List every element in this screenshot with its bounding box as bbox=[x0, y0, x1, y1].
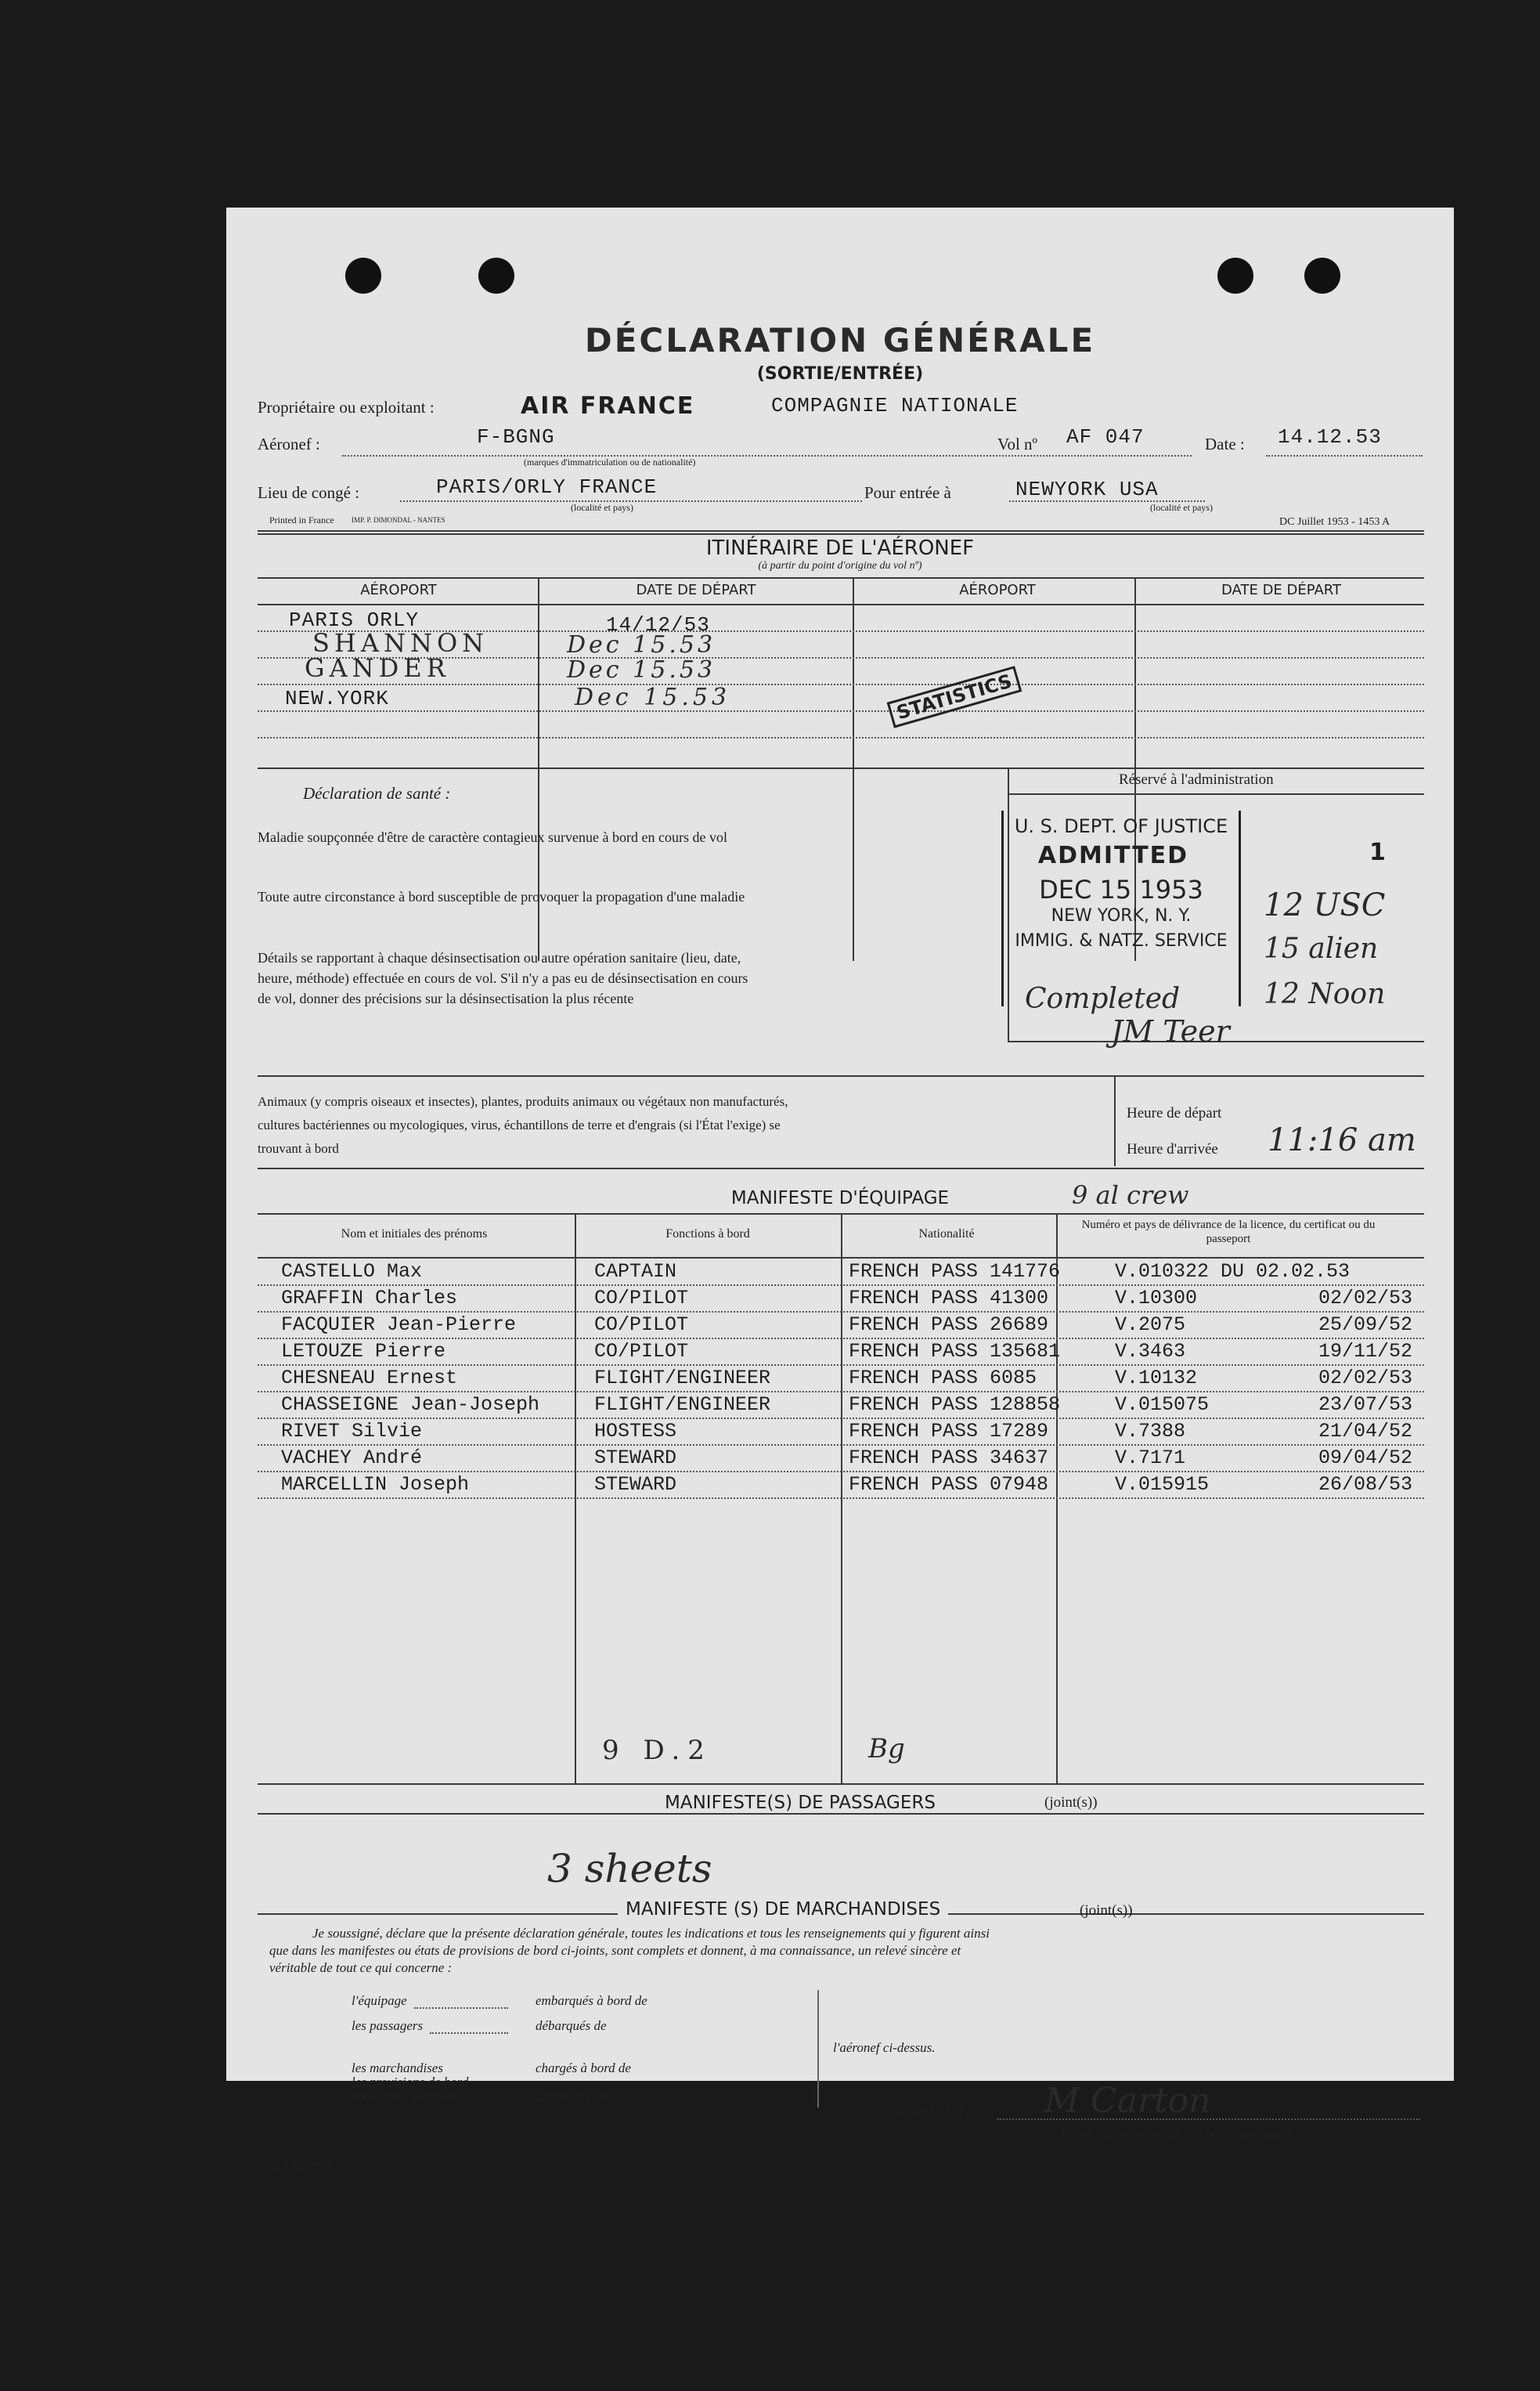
itinerary-date: Dec 15.53 bbox=[575, 684, 731, 711]
crew-cell-license: V.10300 bbox=[1115, 1287, 1198, 1309]
owner-label: Propriétaire ou exploitant : bbox=[258, 398, 435, 417]
health-line3c: de vol, donner des précisions sur la désinsectisation la plus récente bbox=[258, 991, 634, 1006]
crew-cell-nat: FRENCH PASS 07948 bbox=[849, 1473, 1049, 1496]
admin-hand-note: Completed bbox=[1025, 983, 1181, 1015]
crew-hand-note: 9 al crew bbox=[1072, 1180, 1189, 1210]
statistics-stamp: STATISTICS bbox=[887, 666, 1022, 728]
crew-cell-license: V.7388 bbox=[1115, 1420, 1186, 1443]
passengers-title: MANIFESTE(S) DE PASSAGERS bbox=[657, 1793, 943, 1813]
crew-initials: Bg bbox=[868, 1733, 905, 1764]
declaration-option: débarqués de bbox=[536, 2018, 607, 2033]
crew-cell-date: 21/04/52 bbox=[1318, 1420, 1413, 1443]
flight-value: AF 047 bbox=[1066, 425, 1145, 449]
departure-label: Lieu de congé : bbox=[258, 483, 360, 502]
crew-cell-nat: FRENCH PASS 141776 bbox=[849, 1260, 1061, 1283]
admin-hand-note: 12 Noon bbox=[1264, 978, 1386, 1010]
declaration-option: les provisions de bord bbox=[352, 2075, 469, 2089]
admin-title: Réservé à l'administration bbox=[1119, 771, 1274, 788]
punch-hole bbox=[1217, 258, 1253, 294]
admitted-stamp-service: IMMIG. & NATZ. SERVICE bbox=[1015, 931, 1228, 951]
health-line1: Maladie soupçonnée d'être de caractère contagieux survenue à bord en cours de vol bbox=[258, 829, 727, 845]
declaration-option: embarqués à bord de bbox=[536, 1993, 647, 2008]
admin-hand-note: 15 alien bbox=[1264, 933, 1379, 965]
crew-cell-date: 02/02/53 bbox=[1318, 1287, 1413, 1309]
animals-line-a: Animaux (y compris oiseaux et insectes), plantes, produits animaux ou végétaux non manufacturés, bbox=[258, 1094, 788, 1109]
itinerary-title: ITINÉRAIRE DE L'AÉRONEF bbox=[705, 536, 975, 560]
date-label: Date : bbox=[1205, 435, 1245, 453]
crew-cell-nat: FRENCH PASS 135681 bbox=[849, 1340, 1061, 1363]
punch-hole bbox=[1304, 258, 1340, 294]
arrival-time-value: 11:16 am bbox=[1268, 1122, 1416, 1158]
departure-time-label: Heure de départ bbox=[1127, 1105, 1222, 1121]
crew-total: 9 D.2 bbox=[602, 1735, 712, 1766]
aircraft-note: (marques d'immatriculation ou de nationalité) bbox=[524, 457, 696, 468]
animals-line-c: trouvant à bord bbox=[258, 1141, 339, 1156]
owner-value: AIR FRANCE bbox=[521, 392, 695, 420]
signature-label: SIGNATURE : bbox=[888, 2104, 971, 2120]
admin-page-number: 1 bbox=[1369, 839, 1386, 866]
itinerary-header: DATE DE DÉPART bbox=[636, 582, 756, 598]
crew-cell-role: CAPTAIN bbox=[594, 1260, 677, 1283]
itinerary-header: DATE DE DÉPART bbox=[1221, 582, 1341, 598]
goods-title: MANIFESTE (S) DE MARCHANDISES bbox=[618, 1899, 948, 1920]
declaration-text: Je soussigné, déclare que la présente déclaration générale, toutes les indications et tous les renseignements qui y figurent ainsi bbox=[312, 1926, 990, 1941]
itinerary-airport: GANDER bbox=[305, 653, 450, 683]
crew-cell-role: STEWARD bbox=[594, 1473, 677, 1496]
itinerary-date: Dec 15.53 bbox=[567, 631, 716, 659]
admin-hand-note: 12 USC bbox=[1264, 887, 1386, 923]
declaration-aircraft: l'aéronef ci-dessus. bbox=[833, 2040, 936, 2055]
form-subtitle: (SORTIE/ENTRÉE) bbox=[756, 364, 924, 384]
crew-header: Numéro et pays de délivrance de la licence, du certificat ou du passeport bbox=[1081, 1219, 1376, 1245]
declaration-text: véritable de tout ce qui concerne : bbox=[269, 1960, 453, 1975]
crew-cell-license: V.2075 bbox=[1115, 1313, 1186, 1336]
itinerary-subtitle: (à partir du point d'origine du vol nº) bbox=[758, 560, 922, 572]
crew-cell-date: 02/02/53 bbox=[1318, 1367, 1413, 1389]
form-ref: DC Juillet 1953 - 1453 A bbox=[1279, 516, 1390, 528]
crew-cell-nat: FRENCH PASS 34637 bbox=[849, 1447, 1049, 1469]
aircraft-value: F-BGNG bbox=[477, 425, 555, 449]
passengers-hand: 3 sheets bbox=[547, 1846, 712, 1891]
crew-cell-role: CO/PILOT bbox=[594, 1340, 689, 1363]
health-line2: Toute autre circonstance à bord susceptible de provoquer la propagation d'une maladie bbox=[258, 889, 745, 905]
itinerary-date: 14/12/53 bbox=[606, 613, 710, 637]
declaration-option: déchargés de bbox=[536, 2089, 606, 2104]
entry-note: (localité et pays) bbox=[1150, 502, 1213, 513]
entry-label: Pour entrée à bbox=[864, 483, 951, 502]
crew-cell-name: CHESNEAU Ernest bbox=[281, 1367, 458, 1389]
declaration-option: chargés à bord de bbox=[536, 2061, 631, 2075]
entry-value: NEWYORK USA bbox=[1015, 478, 1159, 501]
crew-cell-name: VACHEY André bbox=[281, 1447, 423, 1469]
crew-cell-name: MARCELLIN Joseph bbox=[281, 1473, 470, 1496]
crew-cell-license: V.7171 bbox=[1115, 1447, 1186, 1469]
crew-cell-nat: FRENCH PASS 17289 bbox=[849, 1420, 1049, 1443]
crew-title: MANIFESTE D'ÉQUIPAGE bbox=[730, 1188, 950, 1208]
itinerary-header: AÉROPORT bbox=[360, 582, 437, 598]
printer-name: IMP. P. DIMONDAL - NANTES bbox=[352, 516, 445, 524]
crew-cell-date: 25/09/52 bbox=[1318, 1313, 1413, 1336]
date-value: 14.12.53 bbox=[1278, 425, 1382, 449]
admitted-stamp-dept: U. S. DEPT. OF JUSTICE bbox=[1014, 815, 1228, 837]
declaration-option: les passagers bbox=[352, 2018, 424, 2033]
itinerary-airport: PARIS ORLY bbox=[289, 609, 420, 632]
departure-note: (localité et pays) bbox=[571, 502, 633, 513]
declaration-option: l'équipage bbox=[352, 1993, 407, 2008]
crew-cell-nat: FRENCH PASS 6085 bbox=[849, 1367, 1037, 1389]
crew-cell-nat: FRENCH PASS 41300 bbox=[849, 1287, 1049, 1309]
crew-cell-name: GRAFFIN Charles bbox=[281, 1287, 458, 1309]
passengers-joint: (joint(s)) bbox=[1044, 1794, 1098, 1811]
punch-hole bbox=[345, 258, 381, 294]
crew-cell-nat: FRENCH PASS 128858 bbox=[849, 1393, 1061, 1416]
itinerary-date: Dec 15.53 bbox=[567, 656, 716, 684]
goods-joint: (joint(s)) bbox=[1080, 1902, 1133, 1919]
form-title: DÉCLARATION GÉNÉRALE bbox=[584, 321, 1096, 359]
crew-cell-name: LETOUZE Pierre bbox=[281, 1340, 446, 1363]
crew-cell-name: CASTELLO Max bbox=[281, 1260, 423, 1283]
crew-cell-nat: FRENCH PASS 26689 bbox=[849, 1313, 1049, 1336]
punch-hole bbox=[478, 258, 514, 294]
crew-cell-role: HOSTESS bbox=[594, 1420, 677, 1443]
crew-cell-name: CHASSEIGNE Jean-Joseph bbox=[281, 1393, 540, 1416]
declaration-option: les articles postaux bbox=[352, 2089, 455, 2104]
crew-cell-role: STEWARD bbox=[594, 1447, 677, 1469]
admitted-stamp-label: ADMITTED bbox=[1037, 842, 1189, 869]
form-code: 941 CAO 1775 bbox=[265, 2161, 333, 2172]
crew-header: Nationalité bbox=[918, 1227, 975, 1241]
printed-in: Printed in France bbox=[269, 515, 334, 526]
admitted-stamp-date: DEC 15 1953 bbox=[1039, 875, 1203, 905]
crew-cell-license: V.015075 bbox=[1115, 1393, 1210, 1416]
itinerary-airport: SHANNON bbox=[312, 628, 489, 658]
crew-header: Nom et initiales des prénoms bbox=[341, 1227, 488, 1241]
crew-cell-name: RIVET Silvie bbox=[281, 1420, 423, 1443]
crew-cell-date: 23/07/53 bbox=[1318, 1393, 1413, 1416]
health-line3a: Détails se rapportant à chaque désinsectisation ou autre opération sanitaire (lieu, date, bbox=[258, 950, 741, 966]
crew-cell-role: CO/PILOT bbox=[594, 1313, 689, 1336]
crew-cell-license: V.3463 bbox=[1115, 1340, 1186, 1363]
crew-cell-role: FLIGHT/ENGINEER bbox=[594, 1367, 771, 1389]
crew-cell-date: 26/08/53 bbox=[1318, 1473, 1413, 1496]
captain-signature: M Carton bbox=[1044, 2081, 1211, 2121]
crew-cell-license: V.015915 bbox=[1115, 1473, 1210, 1496]
declaration-text: que dans les manifestes ou états de provisions de bord ci-joints, sont complets et donnent, à ma connaissance, un relevé sincère et bbox=[269, 1943, 961, 1958]
health-title: Déclaration de santé : bbox=[303, 784, 451, 803]
owner-value-2: COMPAGNIE NATIONALE bbox=[771, 394, 1019, 417]
aircraft-label: Aéronef : bbox=[258, 435, 320, 453]
signature-note: Pilote commandant de bord ou agent agréé bbox=[1060, 2126, 1291, 2141]
flight-label: Vol nº bbox=[997, 435, 1038, 453]
officer-signature: JM Teer bbox=[1111, 1014, 1230, 1049]
admitted-stamp bbox=[1001, 811, 1241, 1006]
crew-cell-license: V.010322 DU 02.02.53 bbox=[1115, 1260, 1351, 1283]
itinerary-airport: NEW.YORK bbox=[285, 687, 389, 710]
crew-cell-date: 19/11/52 bbox=[1318, 1340, 1413, 1363]
departure-value: PARIS/ORLY FRANCE bbox=[436, 475, 658, 499]
health-line3b: heure, méthode) effectuée en cours de vol. S'il n'y a pas eu de désinsectisation en cours bbox=[258, 970, 748, 986]
itinerary-header: AÉROPORT bbox=[959, 582, 1036, 598]
arrival-time-label: Heure d'arrivée bbox=[1127, 1141, 1218, 1158]
admitted-stamp-city: NEW YORK, N. Y. bbox=[1051, 906, 1192, 926]
crew-cell-date: 09/04/52 bbox=[1318, 1447, 1413, 1469]
animals-line-b: cultures bactériennes ou mycologiques, virus, échantillons de terre et d'engrais (si l'État l'exige) se bbox=[258, 1118, 781, 1132]
crew-cell-role: CO/PILOT bbox=[594, 1287, 689, 1309]
crew-cell-license: V.10132 bbox=[1115, 1367, 1198, 1389]
crew-cell-name: FACQUIER Jean-Pierre bbox=[281, 1313, 517, 1336]
crew-header: Fonctions à bord bbox=[665, 1227, 750, 1241]
crew-cell-role: FLIGHT/ENGINEER bbox=[594, 1393, 771, 1416]
declaration-option: les marchandises bbox=[352, 2061, 443, 2075]
document-sheet bbox=[226, 208, 1454, 2172]
